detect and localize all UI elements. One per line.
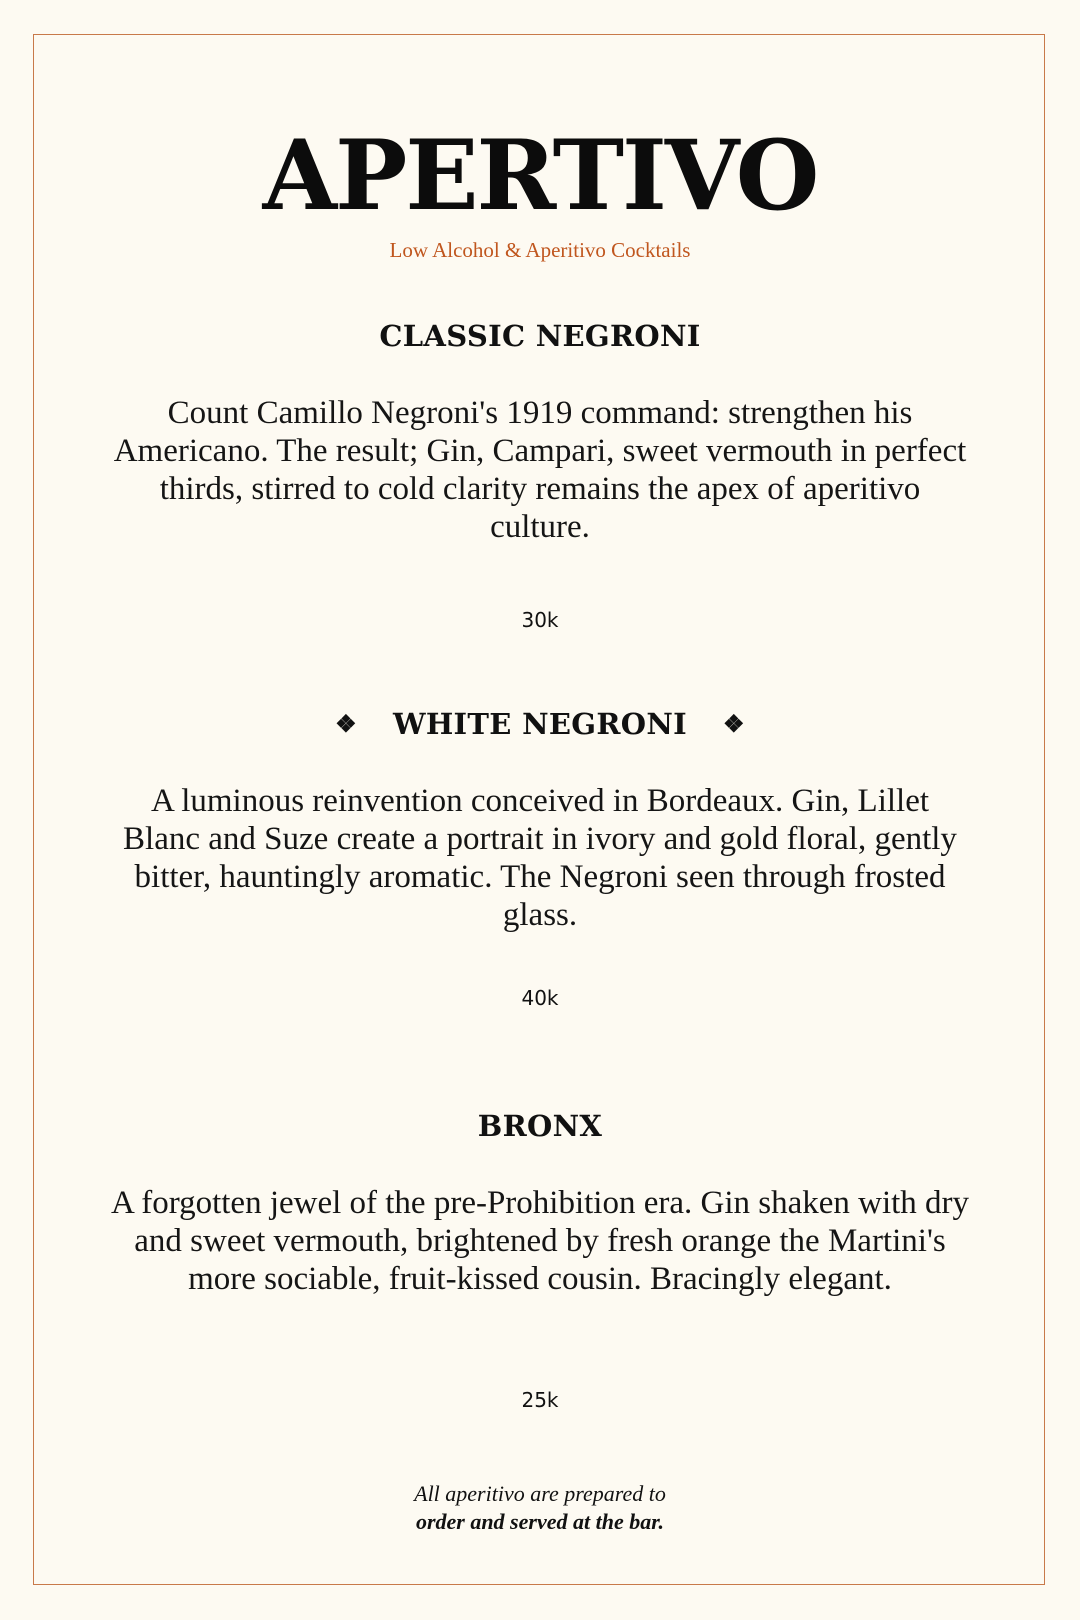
footer-line-2: order and served at the bar.	[415, 1509, 665, 1534]
item-name-white-negroni: WHITE NEGRONI	[392, 707, 688, 741]
item-description-bronx: A forgotten jewel of the pre-Prohibition era. Gin shaken with dry and sweet vermouth, brightened by fresh orange the Martini's more sociable, fruit-kissed cousin. Bracingly elegant.	[110, 1185, 970, 1297]
item-name-row-white-negroni	[0, 707, 1080, 741]
menu-footer	[0, 1480, 1080, 1536]
item-price-bronx: 25k	[521, 1388, 559, 1412]
ornament-right-icon: ❖	[723, 709, 745, 738]
item-name-classic-negroni: CLASSIC NEGRONI	[379, 319, 701, 353]
item-description-white-negroni: A luminous reinvention conceived in Bordeaux. Gin, Lillet Blanc and Suze create a portrait in ivory and gold floral, gently bitter, hauntingly aromatic. The Negroni seen through frosted glass.	[123, 783, 957, 933]
menu-subtitle: Low Alcohol & Aperitivo Cocktails	[389, 238, 691, 262]
menu-title: APERTIVO	[262, 119, 818, 232]
item-name-bronx: BRONX	[477, 1109, 603, 1143]
ornament-left-icon: ❖	[335, 709, 357, 738]
item-price-classic-negroni: 30k	[521, 608, 559, 632]
item-price-white-negroni: 40k	[521, 986, 559, 1010]
footer-line-1: All aperitivo are prepared to	[414, 1481, 666, 1506]
item-description-classic-negroni: Count Camillo Negroni's 1919 command: strengthen his Americano. The result; Gin, Campari, sweet vermouth in perfect thirds, stirred to cold clarity remains the apex of aperitivo culture.	[113, 395, 967, 545]
